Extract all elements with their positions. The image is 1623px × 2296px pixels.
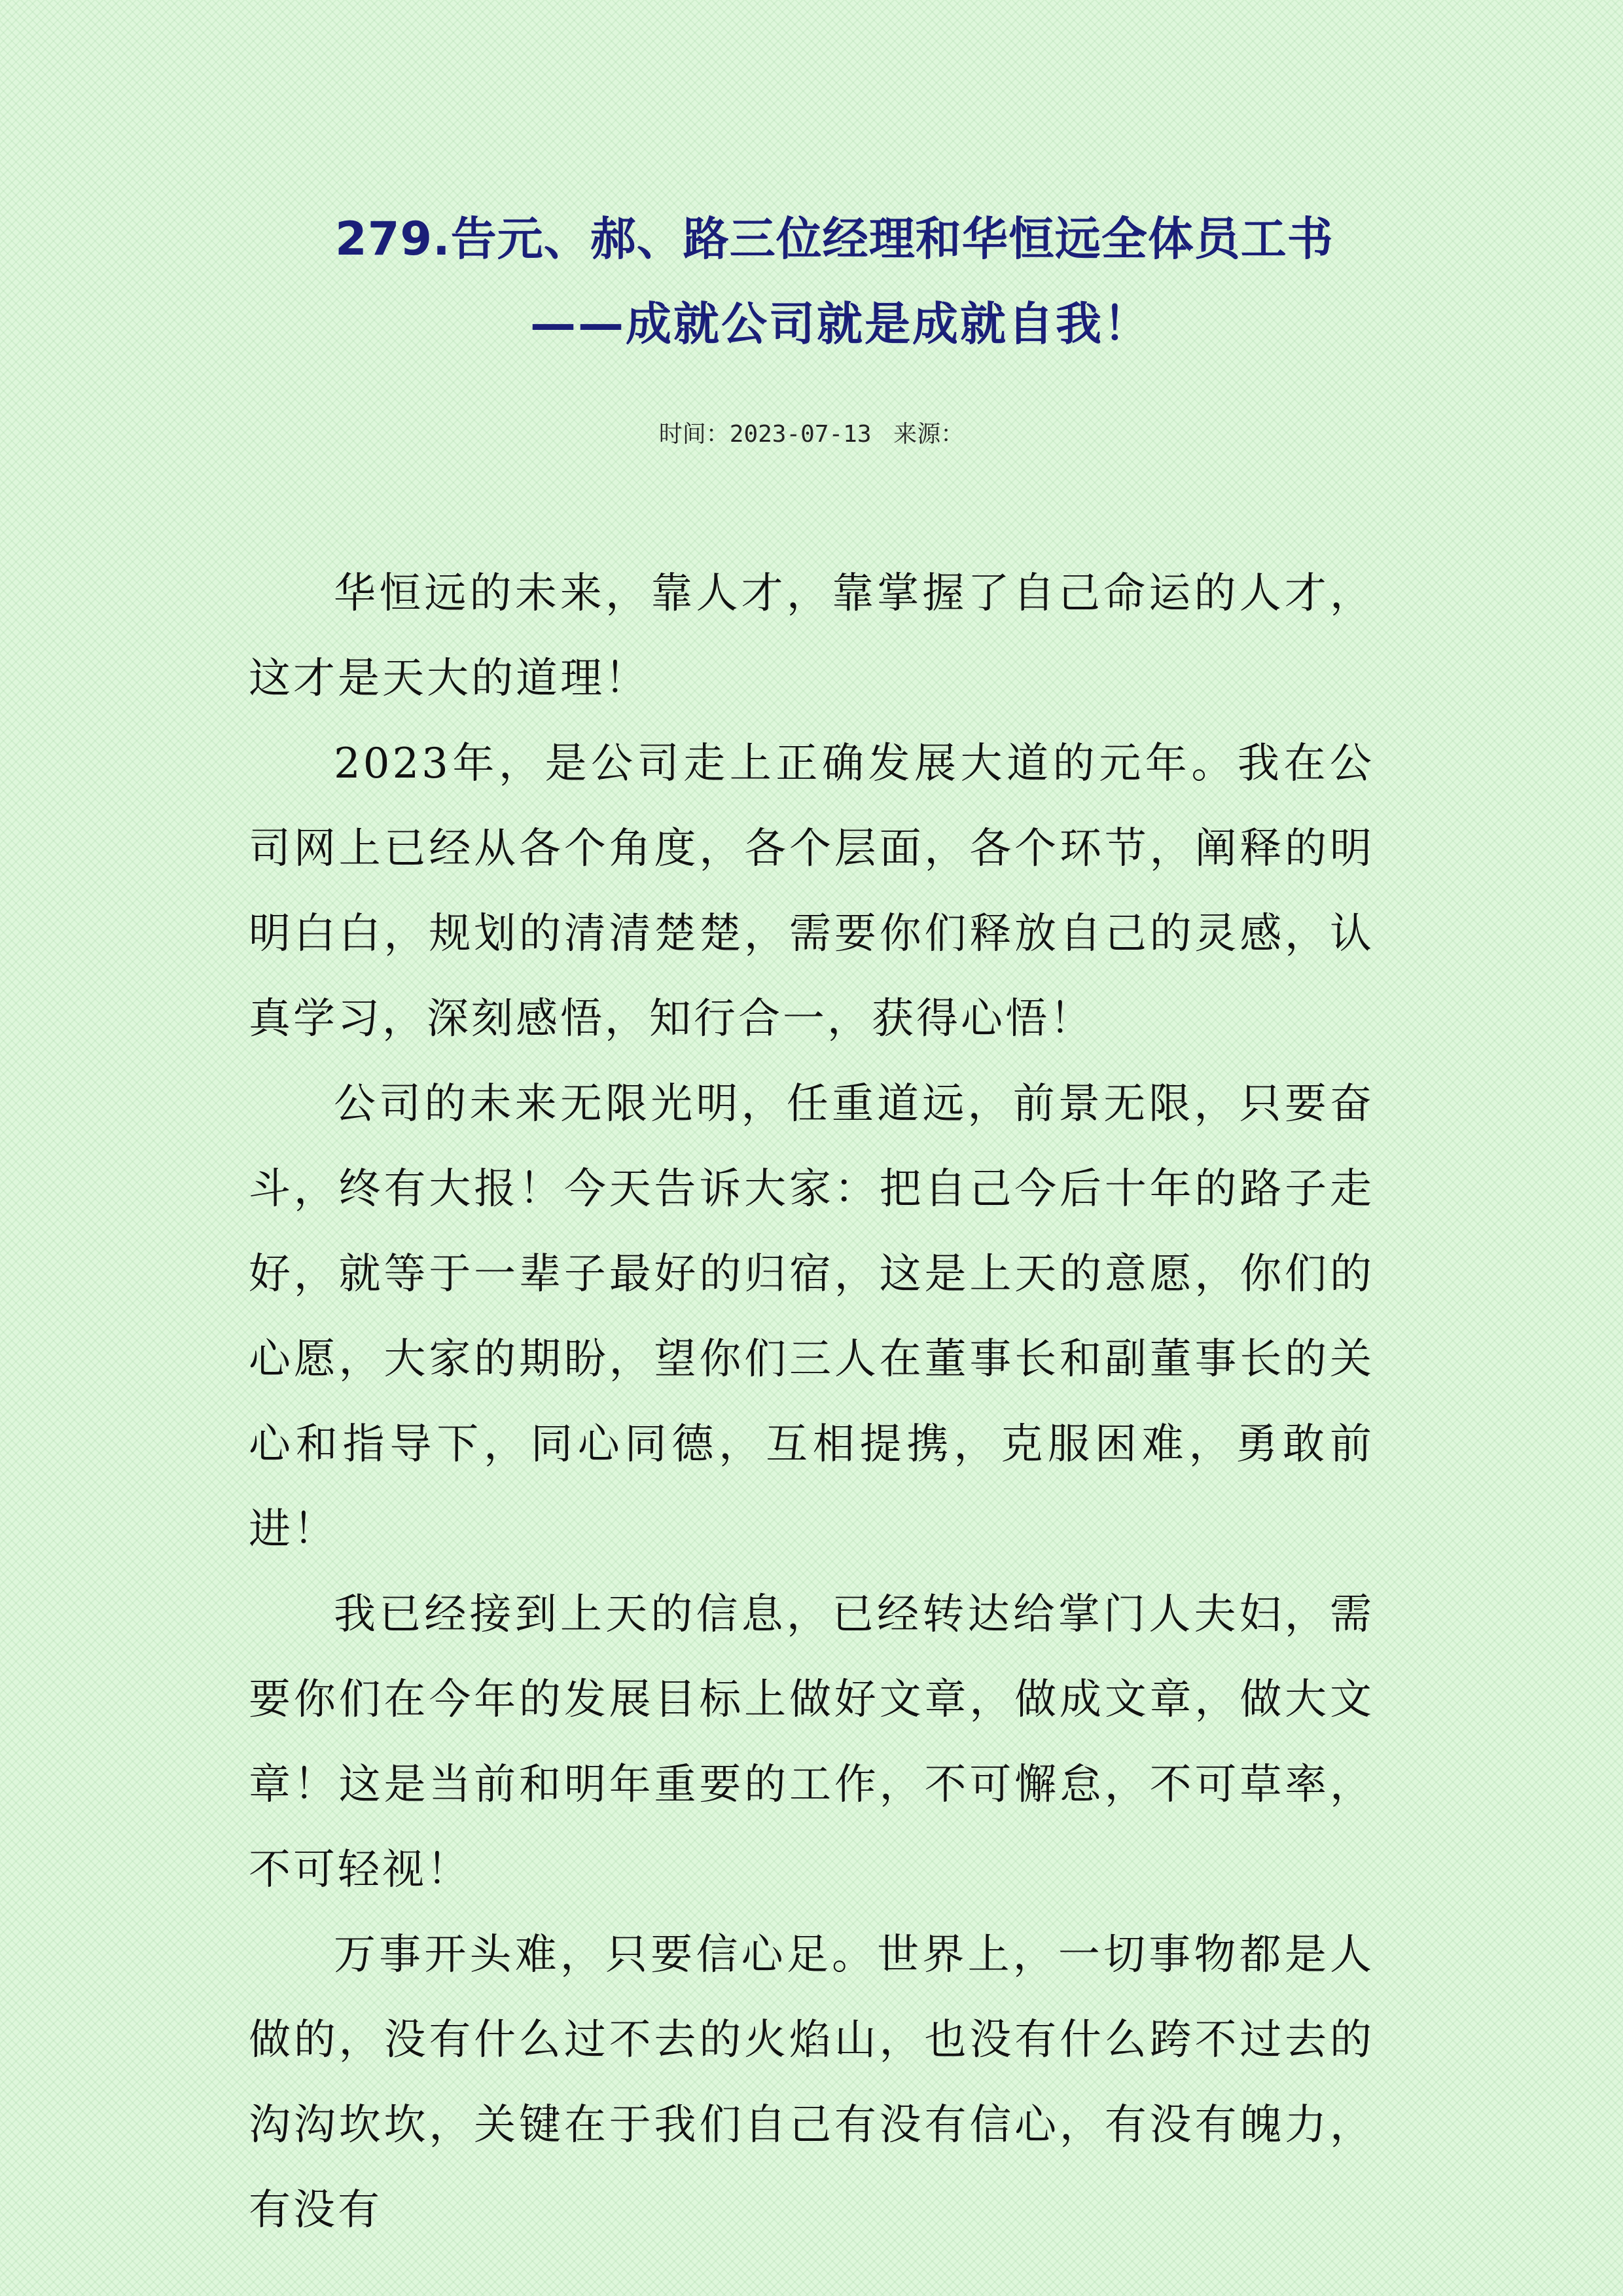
source-label: 来源：	[893, 421, 965, 448]
paragraph: 我已经接到上天的信息，已经转达给掌门人夫妇，需要你们在今年的发展目标上做好文章，做成文章，做大文章！这是当前和明年重要的工作，不可懈怠，不可草率，不可轻视！	[249, 1590, 1374, 1894]
paragraph: 2023年，是公司走上正确发展大道的元年。我在公司网上已经从各个角度，各个层面，各个环节，阐释的明明白白，规划的清清楚楚，需要你们释放自己的灵感，认真学习，深刻感悟，知行合一，获得心悟！	[249, 740, 1374, 1043]
paragraph: 万事开头难，只要信心足。世界上，一切事物都是人做的，没有什么过不去的火焰山，也没有什么跨不过去的沟沟坎坎，关键在于我们自己有没有信心，有没有魄力，有没有	[249, 1931, 1374, 2234]
time-value: 2023-07-13	[729, 421, 872, 448]
article-title-line-1: 279.告元、郝、路三位经理和华恒远全体员工书	[335, 212, 1334, 266]
paragraph: 华恒远的未来，靠人才，靠掌握了自己命运的人才，这才是天大的道理！	[249, 569, 1374, 703]
article-meta	[0, 416, 1623, 449]
article-body	[249, 551, 1374, 2253]
article-title-line-2: ——成就公司就是成就自我！	[530, 297, 1151, 351]
time-label: 时间：	[658, 421, 730, 448]
paragraph: 公司的未来无限光明，任重道远，前景无限，只要奋斗，终有大报！今天告诉大家：把自己今后十年的路子走好，就等于一辈子最好的归宿，这是上天的意愿，你们的心愿，大家的期盼，望你们三人在董事长和副董事长的关心和指导下，同心同德，互相提携，克服困难，勇敢前进！	[249, 1080, 1374, 1554]
